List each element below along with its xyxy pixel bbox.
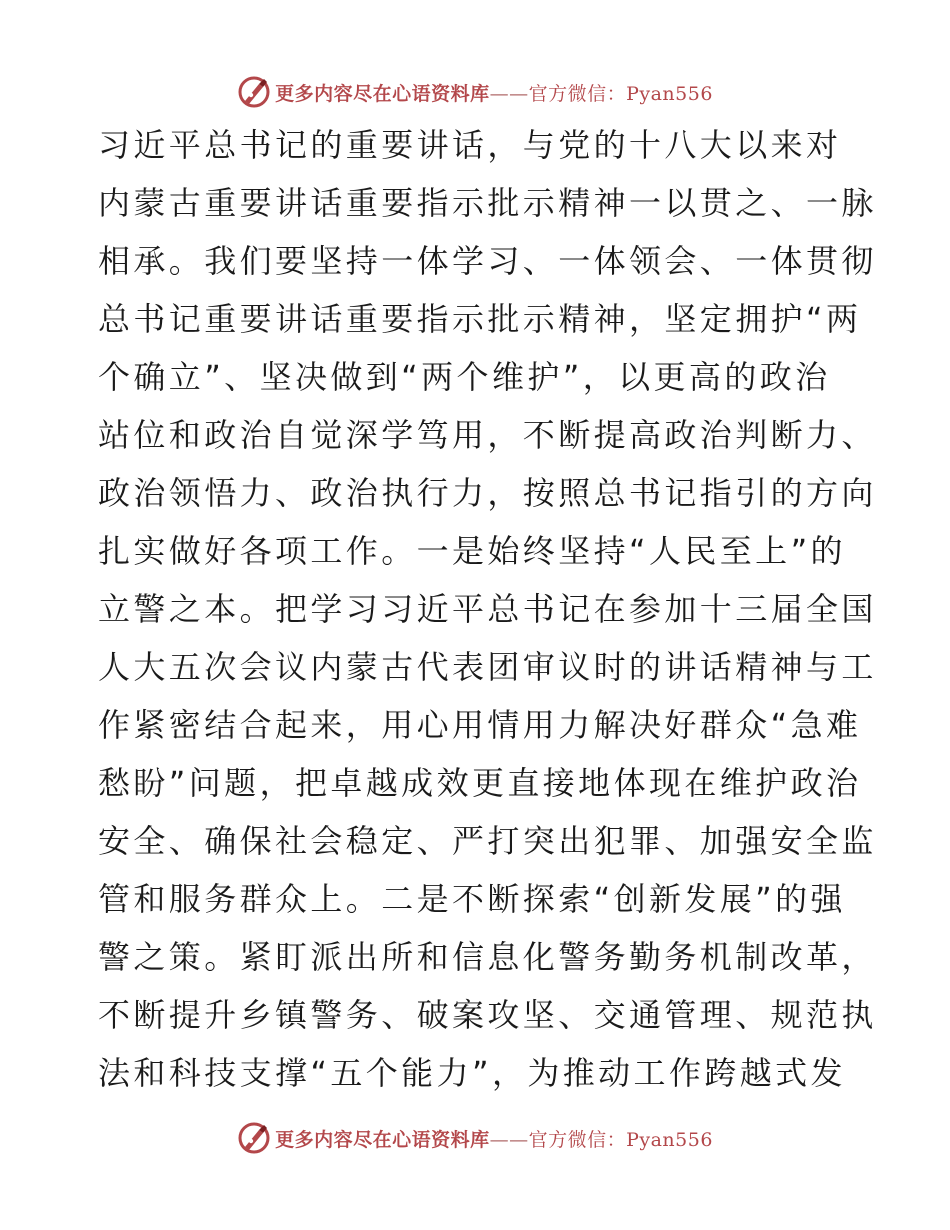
text-line: 扎实做好各项工作。一是始终坚持“人民至上”的 [98,532,846,570]
footer-main-text: 更多内容尽在心语资料库 [275,1128,490,1151]
header-separator: —— [489,82,529,105]
header-contact-text: 官方微信：Pyan556 [528,82,713,105]
text-line: 作紧密结合起来，用心用情用力解决好群众“急难 [98,706,862,744]
body-paragraph [98,116,877,1102]
header-text [275,79,713,106]
text-line: 立警之本。把学习习近平总书记在参加十三届全国 [98,590,877,628]
pen-logo-icon [237,1121,271,1155]
footer-separator: —— [489,1128,529,1151]
text-line: 个确立”、坚决做到“两个维护”，以更高的政治 [98,358,831,396]
text-line: 政治领悟力、政治执行力，按照总书记指引的方向 [98,474,877,512]
header-main-text: 更多内容尽在心语资料库 [275,82,490,105]
text-line: 内蒙古重要讲话重要指示批示精神一以贯之、一脉 [98,184,877,222]
text-line: 安全、确保社会稳定、严打突出犯罪、加强安全监 [98,822,877,860]
text-line: 警之策。紧盯派出所和信息化警务勤务机制改革， [98,938,877,976]
footer-watermark [0,1118,950,1158]
footer-contact-text: 官方微信：Pyan556 [528,1128,713,1151]
text-line: 总书记重要讲话重要指示批示精神，坚定拥护“两 [98,300,862,338]
text-line: 习近平总书记的重要讲话，与党的十八大以来对 [98,126,842,164]
text-line: 法和科技支撑“五个能力”，为推动工作跨越式发 [98,1054,846,1092]
text-line: 管和服务群众上。二是不断探索“创新发展”的强 [98,880,846,918]
pen-logo-icon [237,75,271,109]
text-line: 相承。我们要坚持一体学习、一体领会、一体贯彻 [98,242,877,280]
text-line: 站位和政治自觉深学笃用，不断提高政治判断力、 [98,416,877,454]
text-line: 人大五次会议内蒙古代表团审议时的讲话精神与工 [98,648,877,686]
text-line: 不断提升乡镇警务、破案攻坚、交通管理、规范执 [98,996,877,1034]
text-line: 愁盼”问题，把卓越成效更直接地体现在维护政治 [98,764,862,802]
footer-text [275,1125,713,1152]
header-watermark [0,72,950,112]
